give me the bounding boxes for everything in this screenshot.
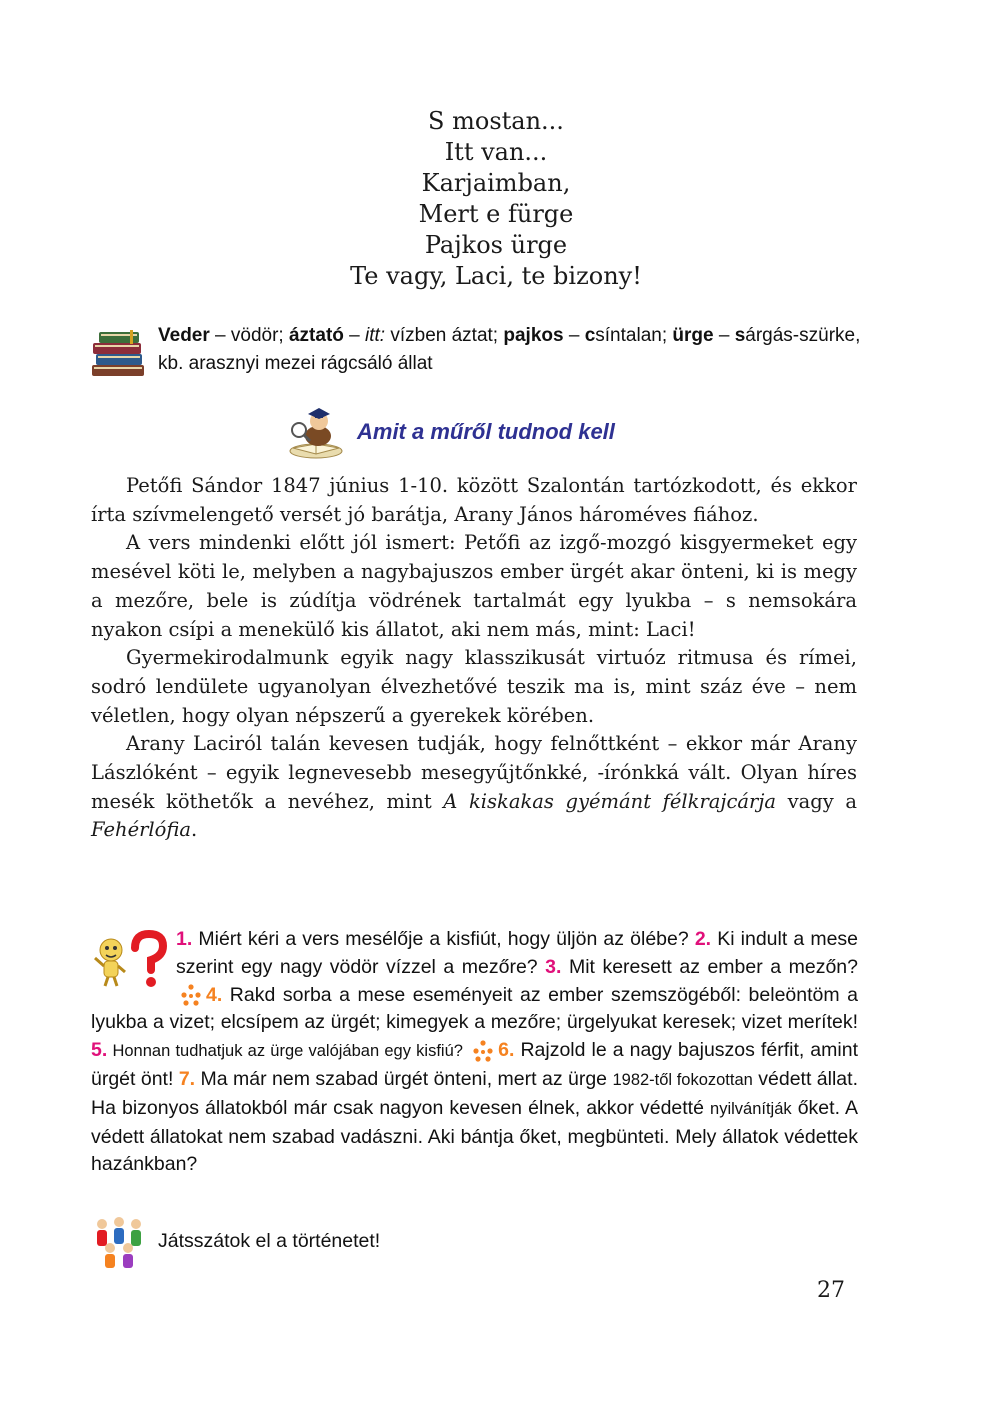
- paragraph: [91, 730, 857, 845]
- question-number: 7.: [178, 1067, 196, 1090]
- glossary-term: pajkos: [503, 325, 564, 346]
- glossary-def: – vödör;: [209, 325, 289, 346]
- books-icon: [90, 327, 148, 379]
- paragraph: A vers mindenki előtt jól ismert: Petőfi az izgő-mozgó kisgyermeket egy mesével köti le, melyben a nagybajuszos ember ürgét akar önteni, ki is megy a mezőre, bele is zúdítja vödrének tartalmát egy lyukba – s nemsokára nyakon csípi a menekülő kis állatot, aki nem más, mint: Laci!: [91, 531, 857, 641]
- question-text: Rakd sorba a mese eseményeit az ember szemszögéből: beleöntöm a lyukba a vizet; elcsípem az ürgét; kimegyek a mezőre; ürgelyukat keresek; vizet merítek!: [91, 983, 858, 1034]
- question-text: Miért kéri a vers mesélője a kisfiút, hogy üljön az ölébe?: [192, 928, 695, 950]
- glossary-term: áztató: [288, 325, 344, 346]
- page-number: 27: [817, 1278, 845, 1303]
- glossary-def: –: [713, 325, 735, 346]
- question-text: őket. A védett állatokat nem szabad vadászni. Aki bántja őket, megbünteti. Mely állatok védettek hazánkban?: [91, 1096, 858, 1176]
- glossary-box: [90, 322, 870, 392]
- question-text: nyilvánítják: [710, 1099, 792, 1118]
- question-text: védett állat. Ha bizonyos állatokból már csak nagyon kevesen élnek, akkor védetté: [91, 1067, 858, 1119]
- question-text: Rajzold le a nagy bajuszos férfit, amint ürgét önt!: [91, 1039, 858, 1090]
- glossary-note: itt:: [365, 325, 386, 346]
- section-heading-text: Amit a műről tudnod kell: [357, 419, 615, 444]
- paragraph-text: vagy a: [776, 789, 858, 813]
- scholar-reading-icon: [285, 404, 347, 460]
- question-number: 2.: [694, 928, 712, 950]
- paragraph: Gyermekirodalmunk egyik nagy klasszikusát virtuóz ritmusa és rímei, sodró lendülete ugyanolyan élvezhetővé teszik ma is, mint száz éve – nem véletlen, hogy olyan népszerű a gyerekek körében.: [91, 646, 857, 727]
- poem-line: Te vagy, Laci, te bizony!: [350, 262, 642, 290]
- asterisk-star-icon: [178, 982, 204, 1008]
- glossary-term: Veder: [158, 325, 210, 346]
- body-text: [91, 472, 857, 845]
- glossary-def: vízben áztat;: [385, 325, 504, 346]
- glossary-def-bold: c: [584, 325, 596, 346]
- glossary-def: –: [343, 325, 366, 346]
- poem-line: Pajkos ürge: [424, 231, 568, 259]
- book-title: Fehérlófia: [91, 818, 192, 842]
- glossary-term: ürge: [672, 325, 714, 346]
- question-text: Ki indult a mese szerint egy nagy vödör vízzel a mezőre?: [176, 928, 859, 978]
- activity-text: Játsszátok el a történetet!: [158, 1230, 381, 1252]
- paragraph: Petőfi Sándor 1847 június 1-10. között Szalontán tartózkodott, és ekkor írta szívmelengető versét jó barátja, Arany János hároméves fiához.: [91, 474, 857, 526]
- poem-line: Karjaimban,: [421, 169, 571, 197]
- glossary-def: árgás-szürke, kb. arasznyi mezei rágcsáló állat: [158, 325, 861, 374]
- paragraph-text: .: [191, 818, 198, 842]
- questions-block: [91, 926, 858, 1179]
- glossary-def: –: [563, 325, 585, 346]
- question-number: 5.: [91, 1039, 108, 1062]
- glossary-def-bold: s: [734, 325, 746, 346]
- poem-stanza: [0, 106, 992, 292]
- glossary-def: síntalan;: [595, 325, 673, 346]
- question-text: Honnan tudhatjuk az ürge valójában egy kisfiú?: [107, 1042, 469, 1061]
- question-text: 1982-től fokozottan: [612, 1070, 753, 1089]
- section-heading: [285, 404, 705, 462]
- question-number: 1.: [176, 928, 193, 950]
- glossary-text: [158, 322, 863, 378]
- question-number: 3.: [545, 955, 562, 978]
- children-group-icon: [90, 1214, 148, 1270]
- question-number: 6.: [498, 1039, 515, 1062]
- poem-line: Mert e fürge: [418, 200, 574, 228]
- book-title: A kiskakas gyémánt félkrajcárja: [443, 789, 777, 813]
- question-text: Ma már nem szabad ürgét önteni, mert az ürge: [195, 1067, 613, 1090]
- paragraph-text: Arany Laciról talán kevesen tudják, hogy felnőttként – ekkor már Arany Lászlóként – egyik legnevesebb mesegyűjtőnkké, -írónkká vált. Olyan híres mesék köthetők a nevéhez, mint: [91, 732, 857, 813]
- question-text: Mit keresett az ember a mezőn?: [561, 955, 858, 978]
- question-mark-mascot-icon: [91, 928, 171, 990]
- question-number: 4.: [206, 983, 223, 1006]
- activity-box: [90, 1214, 590, 1274]
- poem-line: S mostan...: [428, 107, 564, 135]
- asterisk-star-icon: [470, 1038, 496, 1064]
- poem-line: Itt van...: [444, 138, 548, 166]
